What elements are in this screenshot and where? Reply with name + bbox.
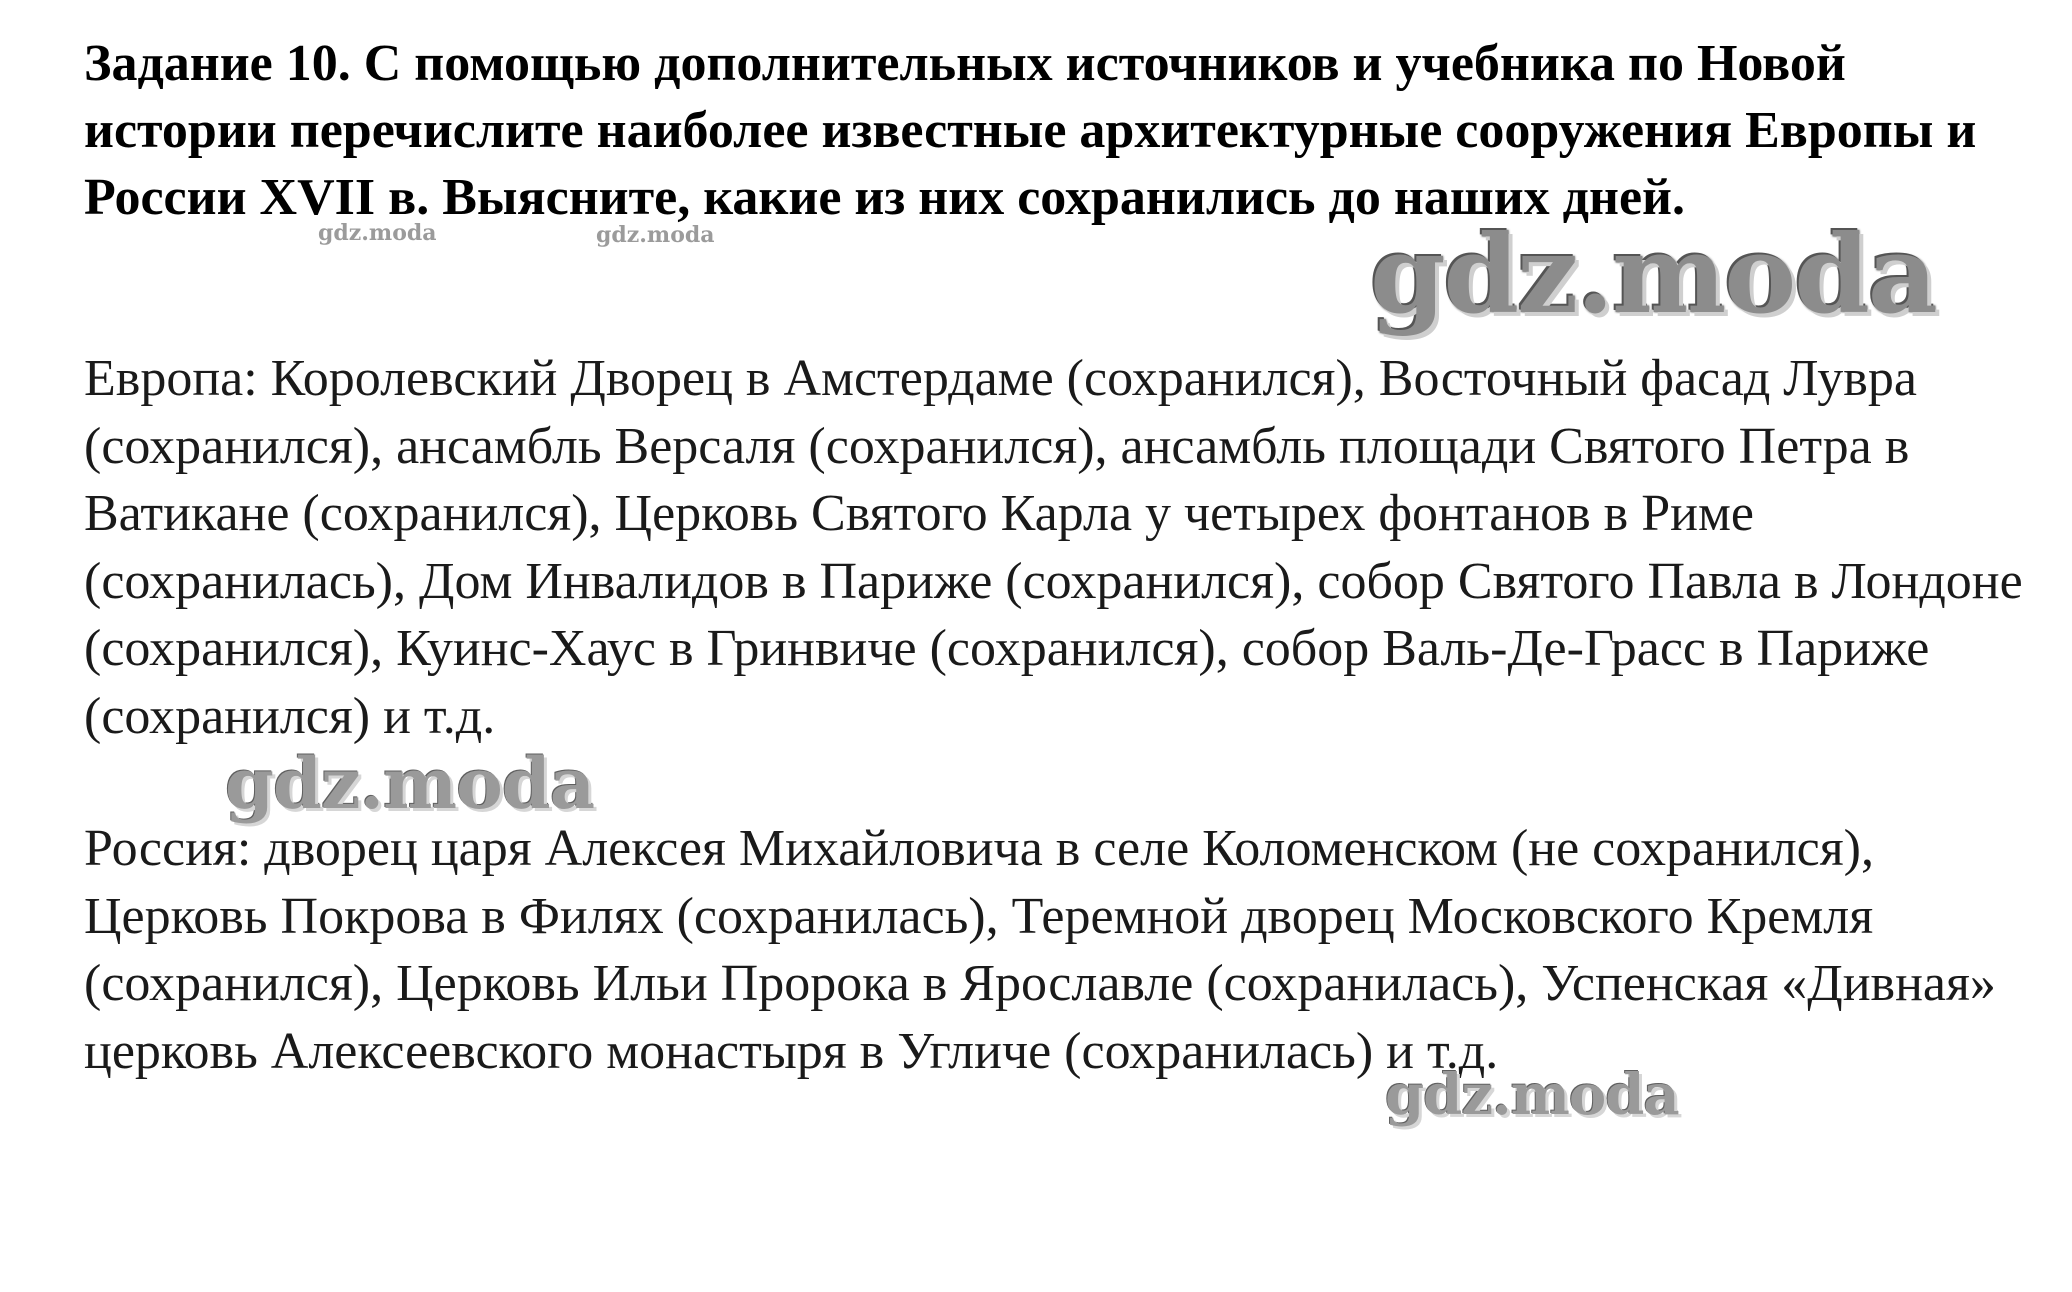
- answer-europe-paragraph: Европа: Королевский Дворец в Амстердаме (сохранился), Восточный фасад Лувра (сохранился), ансамбль Версаля (сохранился), ансамбль площади Святого Петра в Ватикане (сохранился), Церковь Святого Карла у четырех фонтанов в Риме (сохранилась), Дом Инвалидов в Париже (сохранился), собор Святого Павла в Лондоне (сохранился), Куинс-Хаус в Гринвиче (сохранился), собор Валь-Де-Грасс в Париже (сохранился) и т.д.: [84, 350, 2023, 745]
- task-title: Задание 10. С помощью дополнительных источников и учебника по Новой истории перечислите наиболее известные архитектурные сооружения Европы и России XVII в. Выясните, какие из них сохранились до наших дней.: [84, 35, 1977, 226]
- answer-russia-paragraph: Россия: дворец царя Алексея Михайловича в селе Коломенском (не сохранился), Церковь Покрова в Филях (сохранилась), Теремной дворец Московского Кремля (сохранился), Церковь Ильи Пророка в Ярославле (сохранилась), Успенская «Дивная» церковь Алексеевского монастыря в Угличе (сохранилась) и т.д.: [84, 820, 1996, 1080]
- watermark-medium: gdz.moda: [225, 742, 595, 825]
- watermark-small-1: gdz.moda: [318, 220, 437, 246]
- watermark-large: gdz.moda: [1370, 212, 1936, 338]
- watermark-lower: gdz.moda: [1385, 1062, 1679, 1128]
- watermark-small-2: gdz.moda: [596, 222, 715, 248]
